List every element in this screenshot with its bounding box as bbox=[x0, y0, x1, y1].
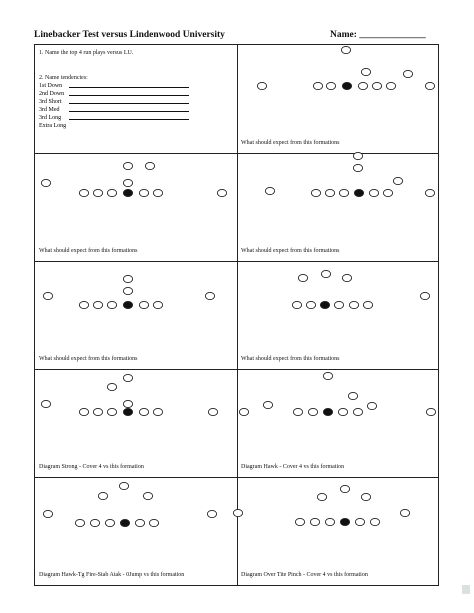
player-marker bbox=[338, 408, 347, 415]
player-marker bbox=[41, 179, 50, 186]
player-marker bbox=[340, 485, 349, 492]
player-marker bbox=[308, 408, 317, 415]
player-marker bbox=[353, 408, 362, 415]
player-marker bbox=[306, 301, 315, 308]
player-marker bbox=[361, 493, 370, 500]
question-top-run-plays: 1. Name the top 4 run plays versus LU. bbox=[39, 50, 134, 56]
player-marker bbox=[107, 383, 116, 390]
tendency-label: 3rd Long bbox=[39, 115, 62, 121]
player-marker bbox=[207, 510, 216, 517]
player-marker bbox=[90, 519, 99, 526]
player-marker bbox=[153, 301, 162, 308]
center-player-marker bbox=[120, 519, 129, 526]
formation-caption: What should expect from this formations bbox=[241, 356, 340, 362]
player-marker bbox=[75, 519, 84, 526]
player-marker bbox=[361, 68, 370, 75]
formation-caption: What should expect from this formations bbox=[39, 356, 138, 362]
tendency-label: Extra Long bbox=[39, 123, 67, 129]
player-marker bbox=[355, 518, 364, 525]
player-marker bbox=[369, 189, 378, 196]
player-marker bbox=[143, 492, 152, 499]
player-marker bbox=[139, 301, 148, 308]
player-marker bbox=[317, 493, 326, 500]
player-marker bbox=[393, 177, 402, 184]
center-player-marker bbox=[123, 301, 132, 308]
player-marker bbox=[372, 82, 381, 89]
player-marker bbox=[334, 301, 343, 308]
player-marker bbox=[367, 402, 376, 409]
player-marker bbox=[153, 408, 162, 415]
player-marker bbox=[79, 408, 88, 415]
scan-artifact bbox=[462, 585, 470, 594]
player-marker bbox=[386, 82, 395, 89]
formation-caption: Diagram Hawk - Cover 4 vs this formation bbox=[241, 464, 345, 470]
player-marker bbox=[107, 301, 116, 308]
player-marker bbox=[93, 408, 102, 415]
player-marker bbox=[263, 401, 272, 408]
player-marker bbox=[265, 187, 274, 194]
player-marker bbox=[341, 46, 350, 53]
player-marker bbox=[295, 518, 304, 525]
center-player-marker bbox=[354, 189, 363, 196]
tendency-label: 3rd Short bbox=[39, 99, 62, 105]
player-marker bbox=[363, 301, 372, 308]
player-marker bbox=[348, 392, 357, 399]
player-marker bbox=[420, 292, 429, 299]
player-marker bbox=[293, 408, 302, 415]
player-marker bbox=[119, 482, 128, 489]
player-marker bbox=[349, 301, 358, 308]
formation-caption: Diagram Over Tite Pinch - Cover 4 vs this formation bbox=[241, 572, 368, 578]
player-marker bbox=[403, 70, 412, 77]
player-marker bbox=[205, 292, 214, 299]
question-tendencies: 2. Name tendencies: bbox=[39, 75, 88, 81]
formation-caption: Diagram Strong - Cover 4 vs this formation bbox=[39, 464, 144, 470]
player-marker bbox=[426, 408, 435, 415]
player-marker bbox=[325, 518, 334, 525]
player-marker bbox=[145, 162, 154, 169]
center-player-marker bbox=[342, 82, 351, 89]
player-marker bbox=[123, 275, 132, 282]
name-label: Name: ______________ bbox=[330, 30, 426, 40]
player-marker bbox=[139, 189, 148, 196]
center-player-marker bbox=[323, 408, 332, 415]
player-marker bbox=[123, 374, 132, 381]
player-marker bbox=[425, 82, 434, 89]
player-marker bbox=[425, 189, 434, 196]
center-player-marker bbox=[320, 301, 329, 308]
player-marker bbox=[153, 189, 162, 196]
player-marker bbox=[339, 189, 348, 196]
player-marker bbox=[123, 179, 132, 186]
tendency-label: 1st Down bbox=[39, 83, 63, 89]
player-marker bbox=[257, 82, 266, 89]
player-marker bbox=[310, 518, 319, 525]
player-marker bbox=[208, 408, 217, 415]
player-marker bbox=[298, 274, 307, 281]
player-marker bbox=[93, 301, 102, 308]
formation-caption: Diagram Hawk-Tg Fire-Stab Atak - 0Jump vs this formation bbox=[39, 572, 185, 578]
player-marker bbox=[311, 189, 320, 196]
player-marker bbox=[123, 287, 132, 294]
player-marker bbox=[325, 189, 334, 196]
player-marker bbox=[383, 189, 392, 196]
player-marker bbox=[313, 82, 322, 89]
player-marker bbox=[239, 408, 248, 415]
player-marker bbox=[353, 164, 362, 171]
player-marker bbox=[93, 189, 102, 196]
player-marker bbox=[105, 519, 114, 526]
player-marker bbox=[139, 408, 148, 415]
player-marker bbox=[135, 519, 144, 526]
formation-caption: What should expect from this formations bbox=[39, 248, 138, 254]
player-marker bbox=[323, 372, 332, 379]
player-marker bbox=[123, 400, 132, 407]
player-marker bbox=[400, 509, 409, 516]
player-marker bbox=[358, 82, 367, 89]
center-player-marker bbox=[123, 189, 132, 196]
player-marker bbox=[107, 408, 116, 415]
player-marker bbox=[321, 270, 330, 277]
player-marker bbox=[342, 274, 351, 281]
player-marker bbox=[41, 400, 50, 407]
player-marker bbox=[123, 162, 132, 169]
formation-caption: What should expect from this formations bbox=[241, 248, 340, 254]
player-marker bbox=[370, 518, 379, 525]
player-marker bbox=[149, 519, 158, 526]
player-marker bbox=[326, 82, 335, 89]
worksheet-title: Linebacker Test versus Lindenwood University bbox=[34, 30, 225, 40]
player-marker bbox=[107, 189, 116, 196]
player-marker bbox=[43, 510, 52, 517]
tendency-label: 3rd Med bbox=[39, 107, 60, 113]
player-marker bbox=[217, 189, 226, 196]
player-marker bbox=[79, 189, 88, 196]
player-marker bbox=[292, 301, 301, 308]
tendency-label: 2nd Down bbox=[39, 91, 65, 97]
player-marker bbox=[353, 152, 362, 159]
formation-caption: What should expect from this formations bbox=[241, 140, 340, 146]
center-player-marker bbox=[340, 518, 349, 525]
player-marker bbox=[98, 492, 107, 499]
player-marker bbox=[79, 301, 88, 308]
player-marker bbox=[233, 509, 242, 516]
player-marker bbox=[43, 292, 52, 299]
center-player-marker bbox=[123, 408, 132, 415]
